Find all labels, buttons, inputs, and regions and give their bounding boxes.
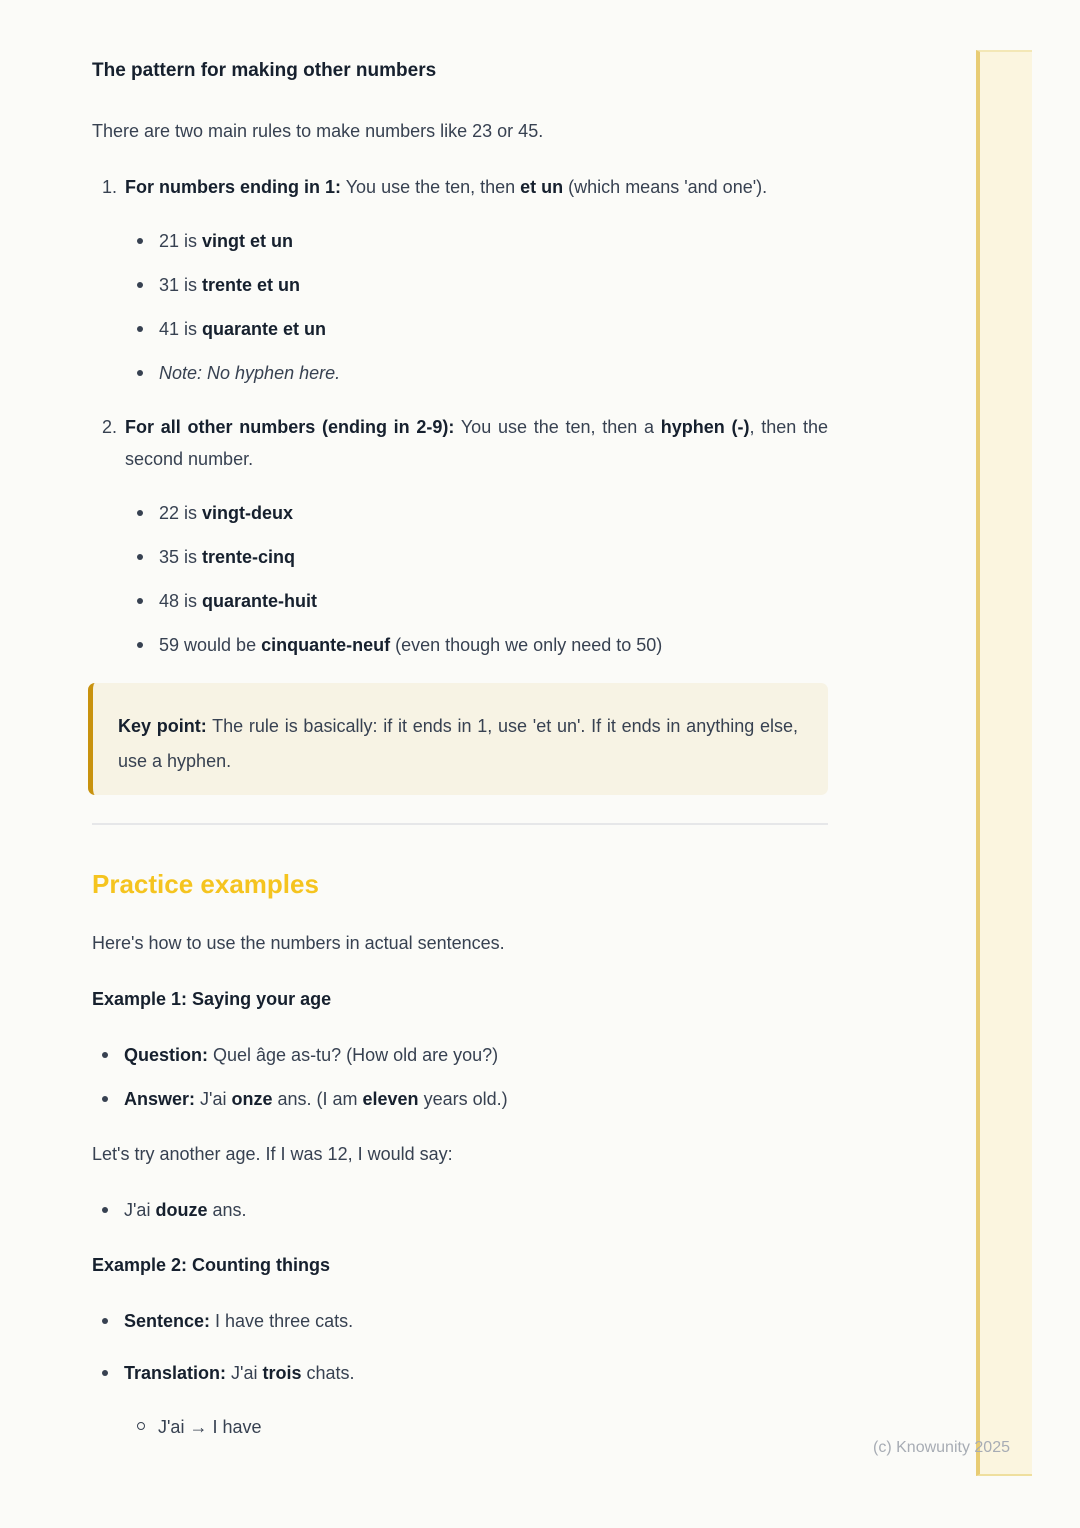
example-bold: vingt et un: [202, 231, 294, 251]
bullet-icon: [102, 1096, 108, 1102]
sub-item-text: J'ai → I have: [158, 1417, 262, 1437]
question-label: Question:: [124, 1045, 208, 1065]
translation-sub-list: [124, 1411, 828, 1443]
example-bold: trente-cinq: [202, 547, 296, 567]
intro-paragraph: There are two main rules to make numbers like 23 or 45.: [92, 121, 544, 141]
list-item-sentence: [92, 1305, 828, 1337]
age12-bold-term: douze: [155, 1200, 208, 1220]
example-pre: 48 is: [159, 591, 203, 611]
bullet-icon: [137, 598, 143, 604]
rule-2-examples-list: [125, 497, 828, 661]
list-item-question: [92, 1039, 828, 1071]
example-2-list: [92, 1305, 828, 1443]
note-italic: Note: No hyphen here.: [159, 363, 341, 383]
list-item-age12: [92, 1194, 828, 1226]
bullet-icon: [137, 642, 143, 648]
example-pre: 35 is: [159, 547, 203, 567]
bullet-icon: [102, 1370, 108, 1376]
rule-lead-bold: For all other numbers (ending in 2-9):: [125, 417, 455, 437]
section-heading-pattern: The pattern for making other numbers: [92, 60, 437, 81]
list-item: [125, 313, 828, 345]
key-point-callout: [88, 683, 828, 795]
example-bold: vingt-deux: [202, 503, 294, 523]
example-bold: quarante et un: [202, 319, 327, 339]
rule-text-run: You use the ten, then: [341, 177, 521, 197]
list-item: [125, 585, 828, 617]
age12-text-run: J'ai: [124, 1200, 156, 1220]
bullet-icon: [137, 370, 143, 376]
callout-lead-bold: Key point:: [118, 716, 207, 736]
example-pre: 31 is: [159, 275, 203, 295]
example-post: (even though we only need to 50): [390, 635, 663, 655]
answer-label: Answer:: [124, 1089, 196, 1109]
answer-bold-term: onze: [231, 1089, 273, 1109]
bullet-icon: [137, 554, 143, 560]
example-pre: 41 is: [159, 319, 203, 339]
list-item: [125, 497, 828, 529]
bullet-icon: [137, 238, 143, 244]
example-bold: quarante-huit: [202, 591, 318, 611]
page-edge-stripe: [976, 50, 1032, 1476]
another-age-paragraph: Let's try another age. If I was 12, I would say:: [92, 1144, 453, 1164]
section-divider: [92, 823, 828, 825]
translation-bold-term: trois: [262, 1363, 302, 1383]
translation-label: Translation:: [124, 1363, 227, 1383]
age-12-list: [92, 1194, 828, 1226]
bullet-icon: [137, 326, 143, 332]
hollow-bullet-icon: [137, 1422, 145, 1430]
rule-item-1: [92, 171, 828, 389]
list-item: [125, 225, 828, 257]
rules-ordered-list: [92, 171, 828, 661]
rule-text: [125, 171, 828, 203]
question-text: Quel âge as-tu? (How old are you?): [208, 1045, 499, 1065]
copyright-footer: (c) Knowunity 2025: [873, 1439, 1010, 1456]
list-number: 1.: [102, 177, 118, 197]
example-pre: 22 is: [159, 503, 203, 523]
rule-1-examples-list: [125, 225, 828, 389]
list-number: 2.: [102, 417, 118, 437]
rule-text-run: , then the second number.: [125, 417, 828, 469]
rule-bold-term: hyphen (-): [660, 417, 750, 437]
rule-item-2: [92, 411, 828, 661]
answer-text-run: J'ai: [195, 1089, 232, 1109]
age12-text-run: ans.: [207, 1200, 247, 1220]
list-item-translation: [92, 1357, 828, 1443]
bullet-icon: [102, 1318, 108, 1324]
sentence-text: I have three cats.: [210, 1311, 354, 1331]
callout-text-run: The rule is basically: if it ends in 1, use 'et un'. If it ends in anything else, use a hyphen.: [118, 716, 799, 771]
sub-list-item: [124, 1411, 828, 1443]
list-item: [125, 269, 828, 301]
bullet-icon: [102, 1052, 108, 1058]
bullet-icon: [137, 510, 143, 516]
practice-intro-paragraph: Here's how to use the numbers in actual sentences.: [92, 933, 505, 953]
rule-bold-term: et un: [520, 177, 564, 197]
rule-text: [125, 411, 828, 475]
example-bold: trente et un: [202, 275, 301, 295]
list-item: [125, 541, 828, 573]
bullet-icon: [102, 1207, 108, 1213]
rule-text-run: (which means 'and one').: [563, 177, 768, 197]
sentence-label: Sentence:: [124, 1311, 211, 1331]
example-1-list: [92, 1039, 828, 1115]
answer-text-run: years old.): [418, 1089, 508, 1109]
example-bold: cinquante-neuf: [261, 635, 391, 655]
translation-text-run: J'ai: [226, 1363, 263, 1383]
answer-text-run: ans. (I am: [272, 1089, 363, 1109]
rule-lead-bold: For numbers ending in 1:: [125, 177, 342, 197]
callout-text: [118, 709, 798, 779]
rule-text-run: You use the ten, then a: [454, 417, 661, 437]
section-heading-practice: Practice examples: [92, 869, 319, 899]
list-item-note: [125, 357, 828, 389]
answer-bold-term: eleven: [362, 1089, 419, 1109]
example-1-title: Example 1: Saying your age: [92, 989, 332, 1009]
translation-text-run: chats.: [301, 1363, 355, 1383]
example-pre: 21 is: [159, 231, 203, 251]
notes-content: [92, 58, 828, 1466]
example-pre: 59 would be: [159, 635, 262, 655]
list-item-answer: [92, 1083, 828, 1115]
bullet-icon: [137, 282, 143, 288]
example-2-title: Example 2: Counting things: [92, 1255, 331, 1275]
list-item: [125, 629, 828, 661]
